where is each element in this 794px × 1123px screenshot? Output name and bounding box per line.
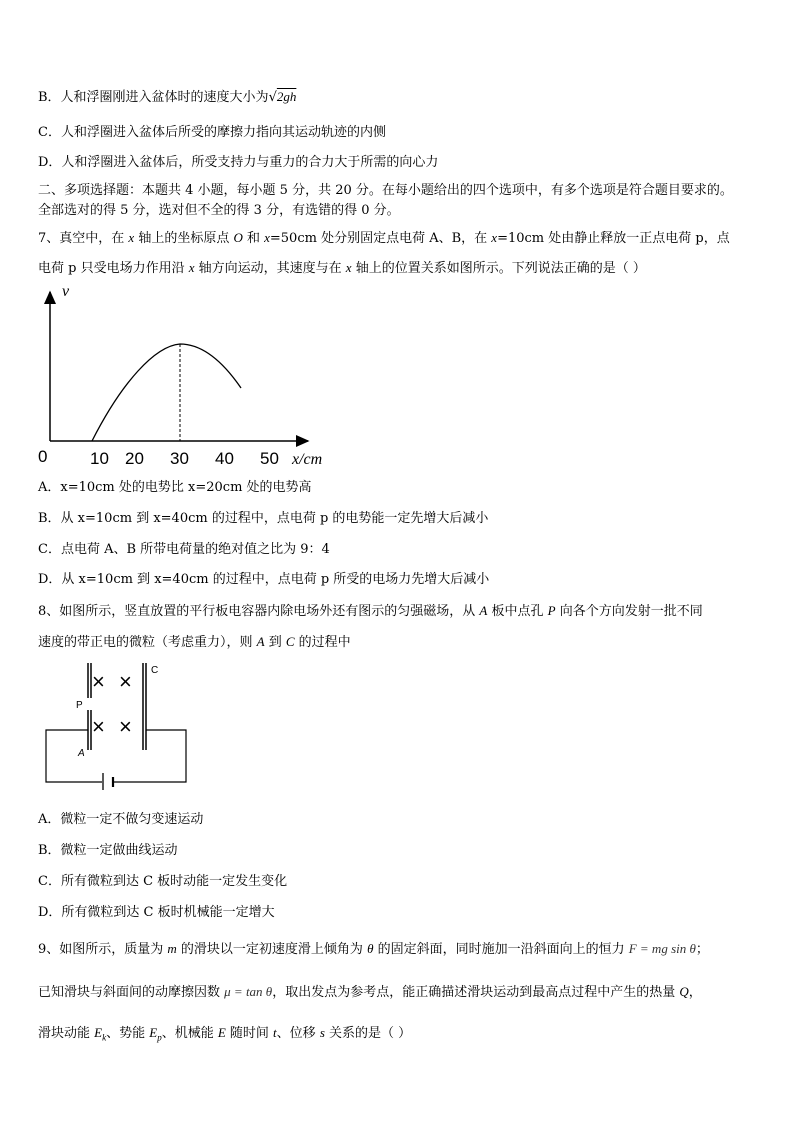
q7-option-b: B．从 x=10cm 到 x=40cm 的过程中，点电荷 p 的电势能一定先增大后减小: [38, 511, 489, 526]
q6-option-d: D．人和浮圈进入盆体后，所受支持力与重力的合力大于所需的向心力: [38, 155, 439, 170]
velocity-curve: [92, 344, 241, 441]
tick-label-30: 30: [170, 449, 189, 468]
section2-heading-line1: 二、多项选择题：本题共 4 小题，每小题 5 分，共 20 分。在每小题给出的四个选项中，有多个选项是符合题目要求的。: [38, 183, 733, 198]
q9-stem-line2: 已知滑块与斜面间的动摩擦因数 μ = tan θ，取出发点为参考点，能正确描述滑块运动到最高点过程中产生的热量 Q，: [38, 984, 702, 1000]
q8-option-c: C．所有微粒到达 C 板时动能一定发生变化: [38, 874, 288, 889]
q7-stem-line1: 7、真空中，在 x 轴上的坐标原点 O 和 x=50cm 处分别固定点电荷 A、B，在 x=10cm 处由静止释放一正点电荷 p，点: [38, 230, 730, 246]
label-a: A: [78, 748, 85, 759]
section2-heading-line2: 全部选对的得 5 分，选对但不全的得 3 分，有选错的得 0 分。: [38, 203, 400, 218]
label-c: C: [151, 665, 159, 676]
q6-option-c: C．人和浮圈进入盆体后所受的摩擦力指向其运动轨迹的内侧: [38, 125, 386, 140]
tick-label-20: 20: [125, 449, 144, 468]
field-cross: ×: [119, 669, 132, 694]
field-cross: ×: [92, 669, 105, 694]
q7-option-a: A．x=10cm 处的电势比 x=20cm 处的电势高: [38, 480, 312, 495]
label-p: P: [76, 700, 83, 711]
tick-label-50: 50: [260, 449, 279, 468]
q7-stem-line2: 电荷 p 只受电场力作用沿 x 轴方向运动，其速度与在 x 轴上的位置关系如图所示。下列说法正确的是（ ）: [38, 260, 646, 276]
tick-label-10: 10: [90, 449, 109, 468]
q8-option-d: D．所有微粒到达 C 板时机械能一定增大: [38, 905, 275, 920]
q7-option-c: C．点电荷 A、B 所带电荷量的绝对值之比为 9：4: [38, 542, 330, 557]
x-axis-label: x/cm: [292, 451, 323, 468]
tick-label-40: 40: [215, 449, 234, 468]
q8-stem-line2: 速度的带正电的微粒（考虑重力），则 A 到 C 的过程中: [38, 634, 351, 650]
q8-option-b: B．微粒一定做曲线运动: [38, 843, 178, 858]
sqrt-formula: √: [268, 90, 277, 105]
field-cross: ×: [119, 714, 132, 739]
origin-label: 0: [38, 447, 48, 466]
field-cross: ×: [92, 714, 105, 739]
y-axis-label: v: [62, 283, 70, 300]
q6-option-b: B．人和浮圈刚进入盆体时的速度大小为√2gh: [38, 89, 297, 105]
q8-capacitor-figure: [40, 658, 200, 790]
q9-stem-line3: 滑块动能 $E_k$、势能 $E_p$、机械能 E 随时间 t、位移 s 关系的是（ ）: [38, 1025, 412, 1043]
q8-option-a: A．微粒一定不做匀变速运动: [38, 812, 204, 827]
q7-option-d: D．从 x=10cm 到 x=40cm 的过程中，点电荷 p 所受的电场力先增大后减小: [38, 572, 490, 587]
q9-stem-line1: 9、如图所示，质量为 m 的滑块以一定初速度滑上倾角为 θ 的固定斜面，同时施加一沿斜面向上的恒力 F = mg sin θ；: [38, 941, 709, 957]
q7-velocity-graph: [30, 282, 340, 472]
q8-stem-line1: 8、如图所示，竖直放置的平行板电容器内除电场外还有图示的匀强磁场，从 A 板中点孔 P 向各个方向发射一批不同: [38, 603, 703, 619]
